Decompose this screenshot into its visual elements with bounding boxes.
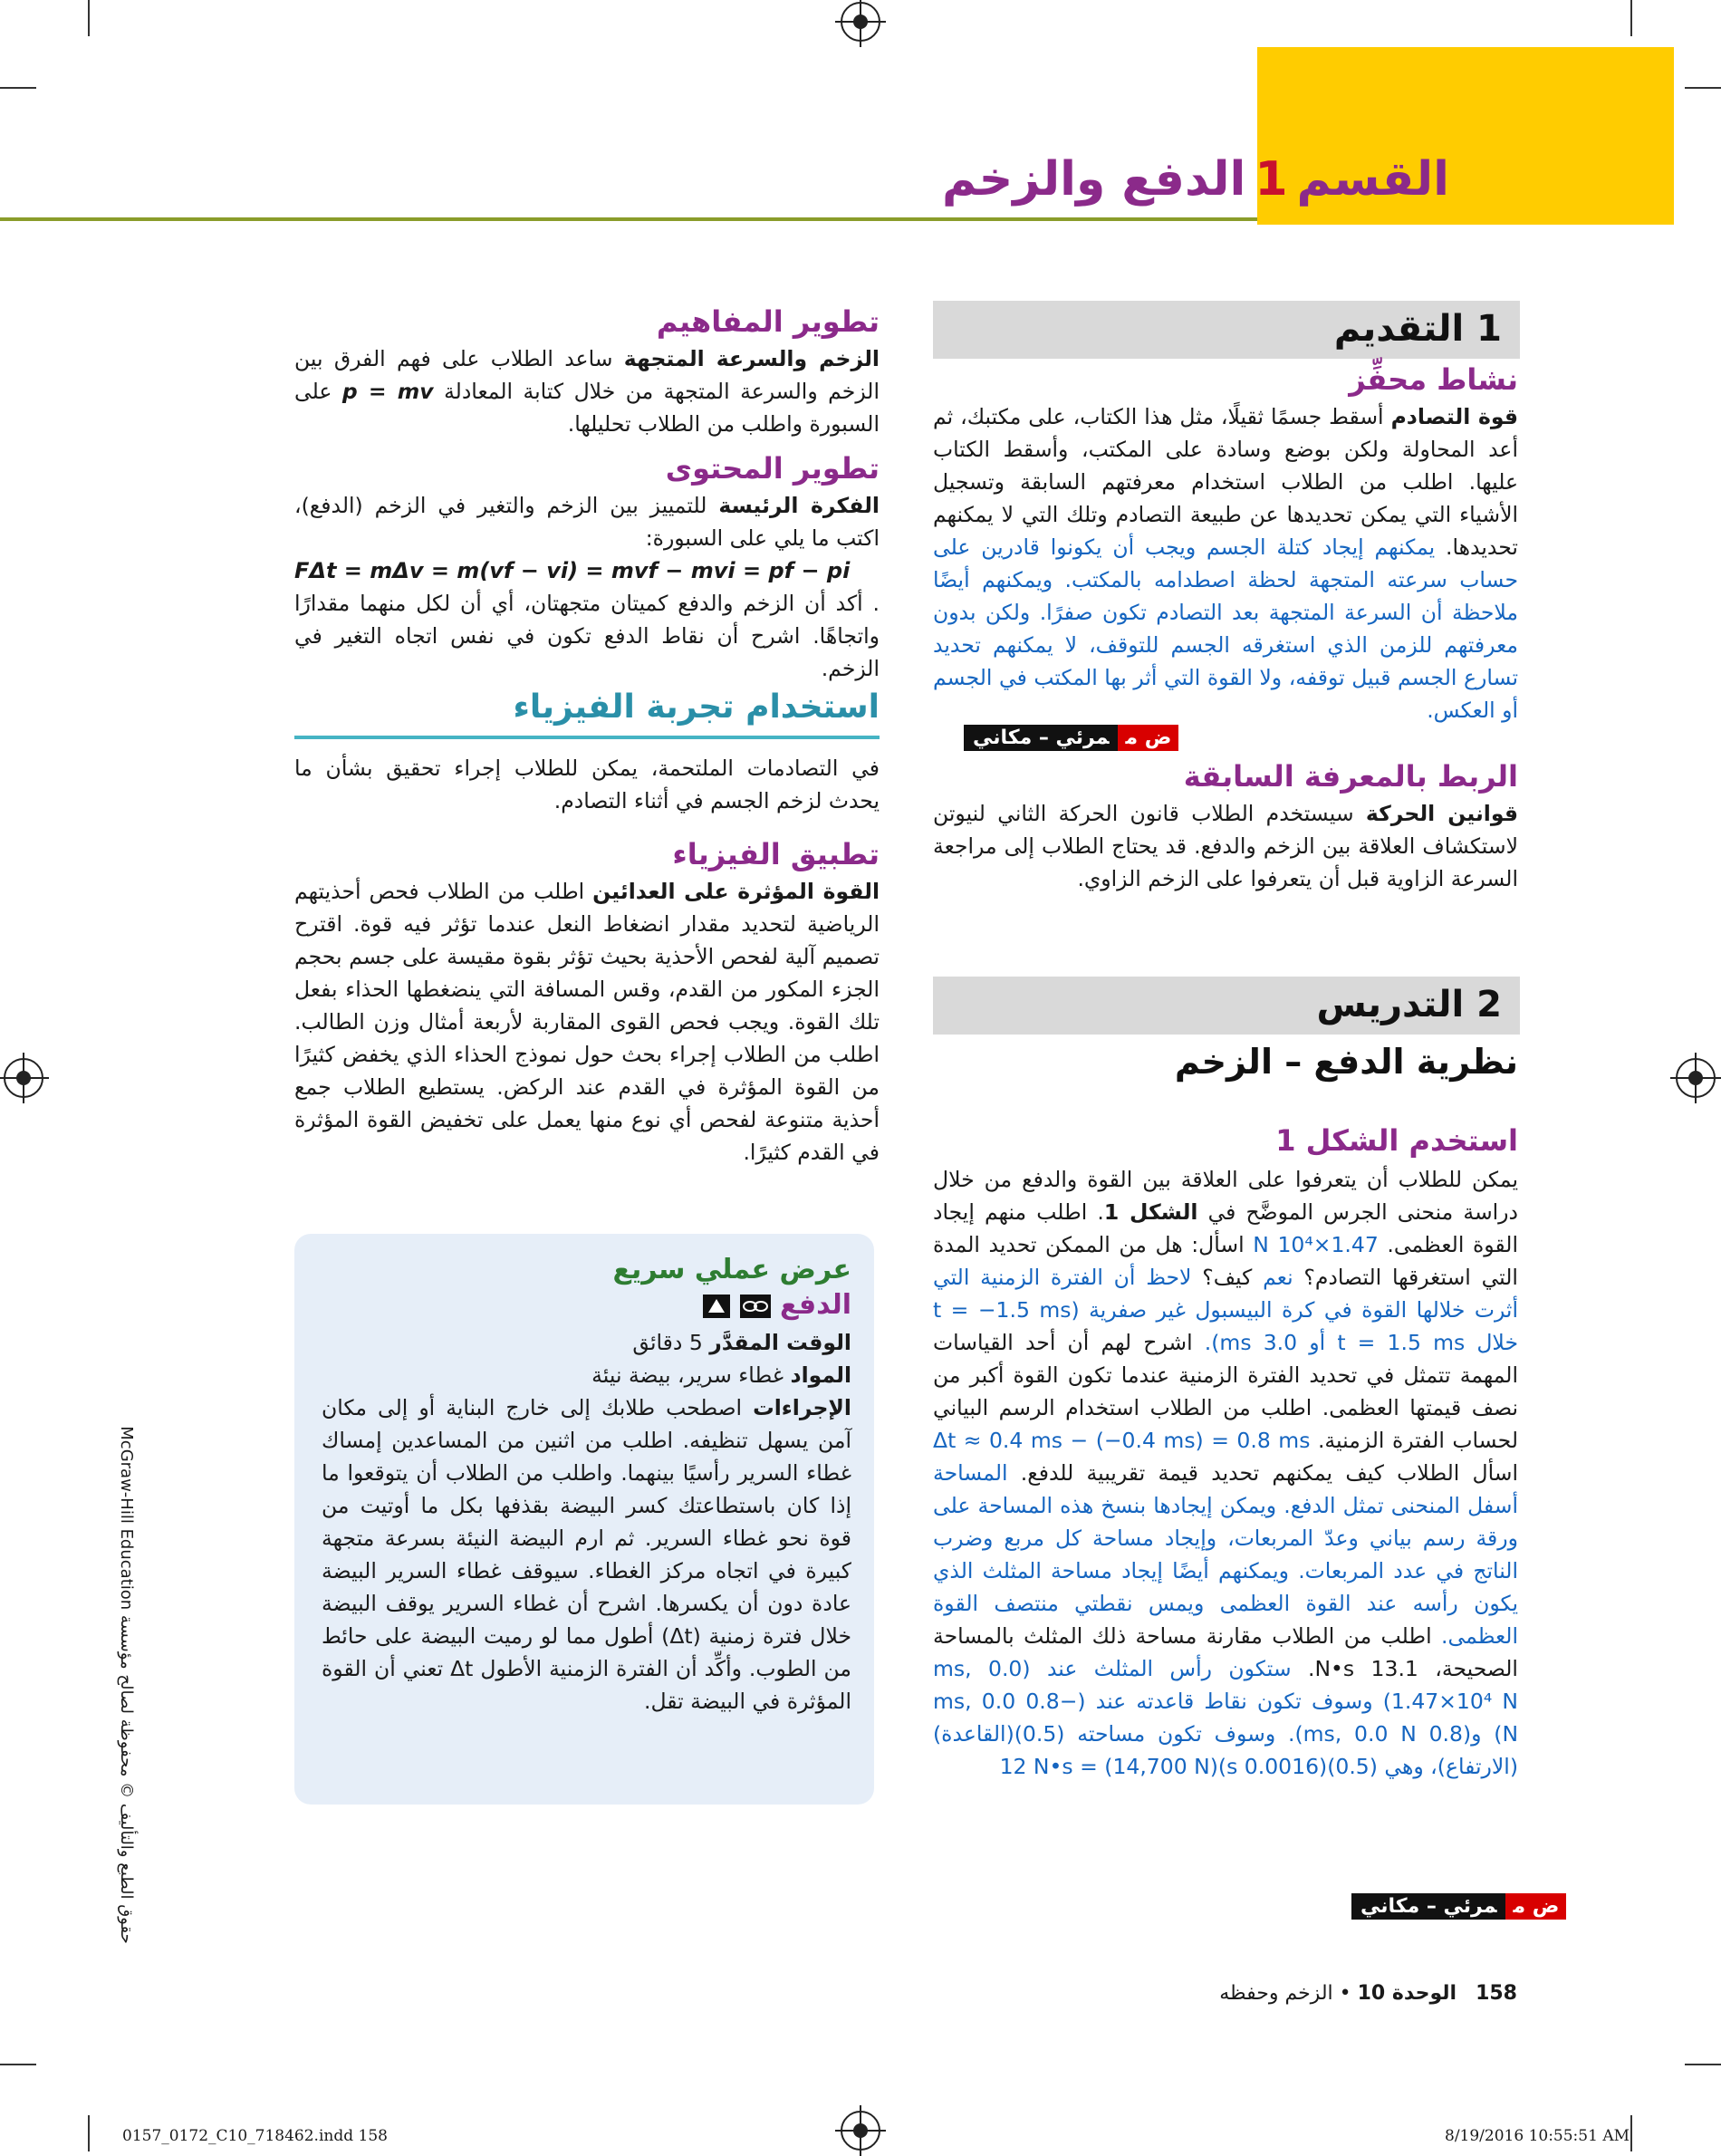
materials-value: غطاء سرير، بيضة نيئة (591, 1362, 784, 1388)
step-2-title: 2 التدريس (1316, 984, 1502, 1025)
figure-text-1: يمكن للطلاب أن يتعرفوا على العلاقة بين القوة والدفع من خلال دراسة منحنى الجرس الموضَّح في (933, 1167, 1518, 1225)
prior-knowledge-text: سيستخدم الطلاب قانون الحركة الثاني لنيوتن لاستكشاف العلاقة بين الزخم والدفع. قد يحتاج الطلاب إلى مراجعة السرعة الزاوية قبل أن يتعرفوا على الزخم الزاوي. (933, 801, 1518, 891)
crop-mark (88, 0, 90, 36)
apply-physics-lead: القوة المؤثرة على العدائين (592, 879, 880, 904)
max-force-answer: 1.47×10⁴ N (1253, 1232, 1379, 1257)
develop-content (294, 451, 880, 685)
goggles-icon (740, 1295, 771, 1318)
develop-concepts-lead: الزخم والسرعة المتجهة (623, 346, 880, 371)
crop-mark (0, 2064, 36, 2065)
step-2-bar (933, 977, 1520, 1035)
figure-text-4: اسأل الطلاب كيف يمكنهم تحديد قيمة تقريبية للدفع. (1020, 1460, 1518, 1486)
learning-style-badge-2: ض ممرئي – مكاني (1351, 1895, 1566, 1928)
lab-text: في التصادمات الملتحمة، يمكن للطلاب إجراء تحقيق بشأن ما يحدث لزخم الجسم في أثناء التصادم. (294, 756, 880, 813)
lab-text-block (294, 752, 880, 817)
develop-concepts-text: ساعد الطلاب على فهم الفرق بين الزخم والسرعة المتجهة من خلال كتابة المعادلة (294, 346, 880, 404)
time-value: 5 دقائق (632, 1330, 703, 1355)
figure-answer-4: ستكون رأس المثلث عند (0.0 ms, 1.47×10⁴ N) وسوف تكون نقاط قاعدته عند (−0.8 ms, 0.0 N) و(0.8 ms, 0.0 N). وسوف تكون مساحته (0.5)(القاعدة)(الارتفاع)، وهي (0.5)(0.0016 s)(14,700 N) = 12 N•s (933, 1656, 1519, 1779)
answer-yes: نعم (1263, 1265, 1293, 1290)
prior-knowledge-lead: قوانين الحركة (1365, 801, 1518, 826)
apply-physics-heading: تطبيق الفيزياء (672, 837, 880, 871)
theorem-title: نظرية الدفع – الزخم (1174, 1042, 1518, 1082)
unit-label: الوحدة 10 (1357, 1982, 1457, 2005)
figure-text-5: اطلب من الطلاب مقارنة مساحة ذلك المثلث بالمساحة الصحيحة، (933, 1623, 1518, 1681)
crop-mark (1630, 0, 1632, 36)
use-figure-heading: استخدم الشكل 1 (1275, 1123, 1518, 1158)
crop-mark (88, 2115, 90, 2151)
prior-knowledge-heading: الربط بالمعرفة السابقة (1183, 759, 1518, 794)
section-title: القسم1الدفع والزخم (942, 152, 1449, 207)
crop-mark (1685, 87, 1721, 89)
procedure-label: الإجراءات (753, 1395, 851, 1420)
figure-text-3: اشرح لهم أن أحد القياسات المهمة تتمثل في تحديد الفترة الزمنية عندما تكون القوة أكبر من نصف قيمتها العظمى. اطلب من الطلاب استخدام الرسم البياني لحساب الفترة الزمنية. (933, 1330, 1518, 1453)
apply-physics (294, 837, 880, 1169)
motivating-activity-answer: يمكنهم إيجاد كتلة الجسم ويجب أن يكونوا قادرين على حساب سرعته المتجهة لحظة اصطدامه بالمكتب. ويمكنهم أيضًا ملاحظة أن السرعة المتجهة بعد التصادم تكون صفرًا. ولكن بدون معرفتهم للزمن الذي استغرقه الجسم للتوقف، لا يمكنهم تحديد تسارع الجسم قبيل توقفه، ولا القوة التي أثر بها المكتب في الجسم أو العكس. (933, 534, 1518, 723)
page-number: 158 (1476, 1982, 1517, 2005)
time-label: الوقت المقدَّر (709, 1330, 851, 1355)
motivating-activity-lead: قوة التصادم (1390, 404, 1518, 429)
quick-demo (322, 1254, 851, 1718)
figure-ref: الشكل 1 (1103, 1199, 1198, 1225)
copyright-note: حقوق الطبع والتأليف © محفوظة لصالح مؤسسة McGraw-Hill Education (117, 1426, 136, 1944)
crop-mark (1685, 2064, 1721, 2065)
develop-content-lead: الفكرة الرئيسة (718, 493, 880, 518)
lab-section (294, 688, 880, 726)
figure-question: اسأل: هل من الممكن تحديد المدة التي استغرقها التصادم؟ (933, 1232, 1518, 1290)
use-figure-block (933, 1123, 1518, 1783)
prior-knowledge (933, 759, 1518, 895)
demo-title: الدفع (779, 1289, 851, 1321)
develop-content-text-2: . أكد أن الزخم والدفع كميتان متجهتان، أي أن لكل منهما مقدارًا واتجاهًا. اشرح أن نقاط الدفع تكون في نفس اتجاه التغير في الزخم. (294, 591, 880, 681)
registration-mark-icon (4, 1058, 43, 1098)
quick-demo-heading: عرض عملي سريع (612, 1254, 851, 1285)
slug-date: 8/19/2016 10:55:51 AM (1445, 2127, 1630, 2145)
develop-content-text: للتمييز بين الزخم والتغير في الزخم (الدفع)، اكتب ما يلي على السبورة: (294, 493, 880, 551)
develop-concepts (294, 304, 880, 440)
step-1-bar (933, 301, 1520, 359)
lab-rule (294, 736, 880, 739)
materials-label: المواد (790, 1362, 851, 1388)
develop-concepts-text-2: على السبورة واطلب من الطلاب تحليلها. (294, 379, 880, 437)
footer-separator: • (1332, 1982, 1351, 2005)
theorem-title-block (933, 1042, 1518, 1082)
figure-how: كيف؟ (1202, 1265, 1253, 1290)
apply-physics-text: اطلب من الطلاب فحص أحذيتهم الرياضية لتحديد مقدار انضغاط النعل عندما تؤثر فيه قوة. اقترح تصميم آلية لفحص الأحذية بحيث تؤثر بقوة مقيسة على جسم بحجم الجزء المكور من القدم، وقس المسافة التي ينضغطها الحذاء بفعل تلك القوة. ويجب فحص القوى المقاربة لأربعة أمثال وزن الطالب. اطلب من الطلاب إجراء بحث حول نموذج الحذاء الذي يخفض كثيرًا من القوة المؤثرة في القدم عند الركض. يستطيع الطلاب جمع أحذية متنوعة لفحص أي نوع منها يعمل على تخفيض القوة المؤثرة في القدم كثيرًا. (294, 879, 880, 1165)
safety-icon (703, 1295, 730, 1318)
registration-mark-icon (1676, 1058, 1716, 1098)
unit-title: الزخم وحفظه (1219, 1982, 1333, 2005)
motivating-activity-heading: نشاط محفِّز (1349, 362, 1518, 397)
momentum-equation: p = mv (341, 379, 434, 404)
figure-answer-3: المساحة أسفل المنحنى تمثل الدفع. ويمكن إيجادها بنسخ هذه المساحة على ورقة رسم بياني وعدّ المربعات، وإيجاد مساحة كل مربع وضرب الناتج في عدد المربعات. ويمكنهم أيضًا إيجاد مساحة المثلث الذي يكون رأسه عند القوة العظمى ويمس نقطتي منتصف القوة العظمى. (933, 1460, 1518, 1649)
crop-mark (1630, 2115, 1632, 2151)
figure-text-5b: 13.1 N•s. (1307, 1656, 1418, 1681)
impulse-equation: FΔt = mΔv = m(vf − vi) = mvf − mvi = pf − pi (294, 558, 851, 583)
figure-answer-2: Δt ≈ 0.4 ms − (−0.4 ms) = 0.8 ms (933, 1428, 1311, 1453)
develop-content-heading: تطوير المحتوى (665, 451, 880, 486)
step-1-title: 1 التقديم (1333, 308, 1502, 350)
figure-text-2: . اطلب منهم إيجاد القوة العظمى. (933, 1199, 1518, 1257)
crop-mark (0, 87, 36, 89)
motivating-activity-text: أسقط جسمًا ثقيلًا، مثل هذا الكتاب، على مكتبك، ثم أعد المحاولة ولكن بوضع وسادة على المكتب، وأسقط الكتاب عليها. اطلب من الطلاب استخدام معرفتهم السابقة وتسجيل الأشياء التي يمكن تحديدها عن طبيعة التصادم وتلك التي لا يمكنهم تحديدها. (933, 404, 1518, 560)
page-footer (1219, 1982, 1517, 2005)
lab-heading: استخدام تجربة الفيزياء (513, 688, 880, 726)
registration-mark-icon (841, 2, 880, 42)
develop-concepts-heading: تطوير المفاهيم (656, 304, 880, 339)
learning-style-badge: ض ممرئي – مكاني (964, 727, 1178, 759)
figure-answer-1: لاحظ أن الفترة الزمنية التي أثرت خلالها القوة في كرة البيسبول غير صفرية (t = −1.5 ms خلال t = 1.5 ms أو 3.0 ms). (933, 1265, 1518, 1355)
slug-file: 0157_0172_C10_718462.indd 158 (122, 2127, 388, 2145)
registration-mark-icon (841, 2111, 880, 2151)
motivating-activity (933, 362, 1518, 727)
procedure-text: اصطحب طلابك إلى خارج البناية أو إلى مكان آمن يسهل تنظيفه. اطلب من اثنين من المساعدين إمساك غطاء السرير رأسيًا بينهما. واطلب من الطلاب أن يتوقعوا ما إذا كان باستطاعتك كسر البيضة بقذفها بكل ما أوتيت من قوة نحو غطاء السرير. ثم ارم البيضة النيئة بسرعة متجهة كبيرة في اتجاه مركز الغطاء. سيوقف غطاء السرير البيضة عادة دون أن يكسرها. اشرح أن غطاء السرير يوقف البيضة خلال فترة زمنية (Δt) أطول مما لو رميت البيضة على حائط من الطوب. وأكِّد أن الفترة الزمنية الأطول Δt تعني أن القوة المؤثرة في البيضة تقل. (322, 1395, 851, 1714)
